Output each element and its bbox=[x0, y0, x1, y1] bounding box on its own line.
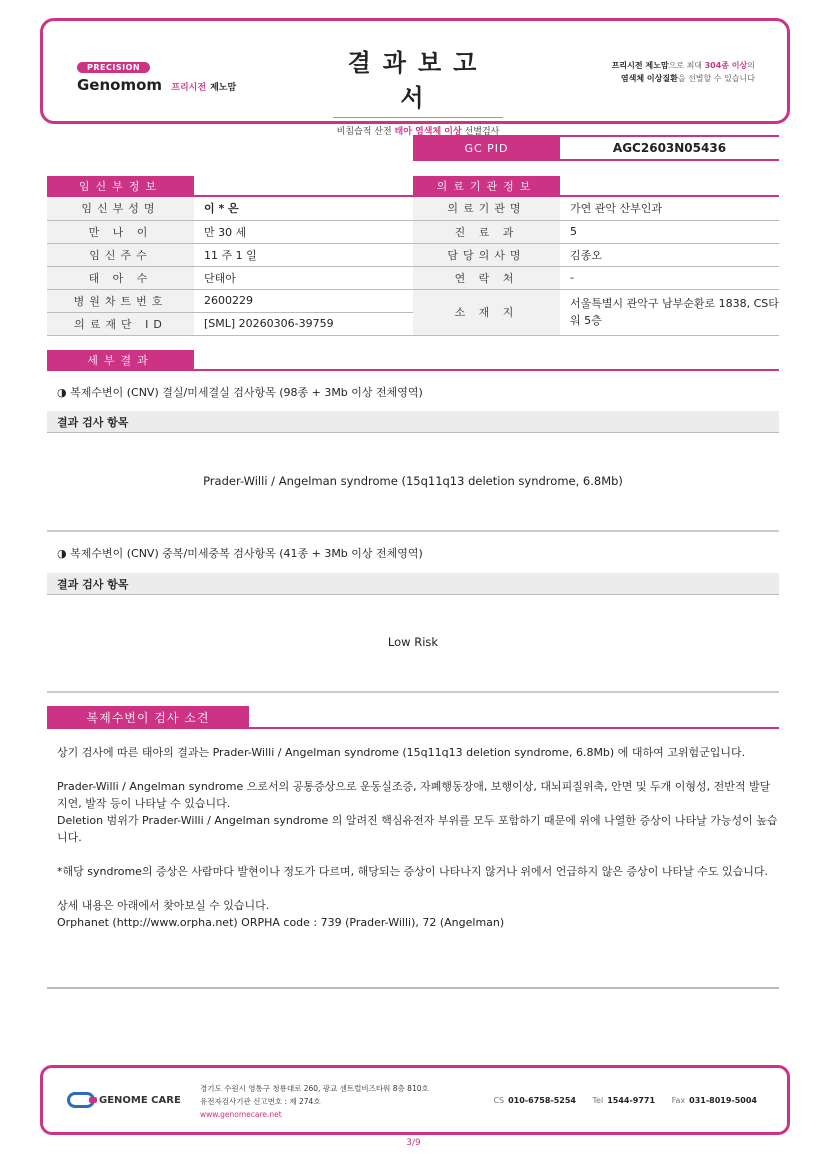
genome-care-mark-icon bbox=[67, 1092, 95, 1108]
doctor-value: 김종오 bbox=[560, 243, 779, 266]
findings-p1: 상기 검사에 따른 태아의 결과는 Prader-Willi / Angelman syndrome (15q11q13 deletion syndrome, 6.8Mb) 에 대하여 고위험군입니다. bbox=[57, 746, 746, 759]
patient-name-label: 임신부성명 bbox=[47, 197, 194, 220]
note-bold-1: 프리시전 제노맘 bbox=[611, 61, 669, 70]
table-row bbox=[47, 266, 413, 289]
table-row bbox=[413, 289, 779, 335]
genomom-logo bbox=[77, 55, 236, 94]
findings-text bbox=[57, 744, 779, 931]
institution-name-label: 의료기관명 bbox=[413, 197, 560, 220]
deletion-result: Prader-Willi / Angelman syndrome (15q11q13 deletion syndrome, 6.8Mb) bbox=[203, 474, 623, 488]
footer-url[interactable]: www.genomecare.net bbox=[200, 1110, 282, 1119]
gestation-label: 임신주수 bbox=[47, 243, 194, 266]
gestation-value: 11 주 1 일 bbox=[194, 243, 413, 266]
page-number: 3/9 bbox=[406, 1138, 421, 1148]
deletion-title: ◑ 복제수변이 (CNV) 결실/미세결실 검사항목 (98종 + 3Mb 이상 전체영역) bbox=[57, 386, 423, 399]
fetus-count-value: 단태아 bbox=[194, 266, 413, 289]
tel-number: 1544-9771 bbox=[607, 1096, 656, 1105]
brand-name: Genomom bbox=[77, 76, 163, 94]
institution-name-value: 가연 관악 산부인과 bbox=[560, 197, 779, 220]
brand-ko-1: 프리시전 bbox=[171, 83, 207, 93]
precision-badge: PRECISION bbox=[77, 62, 150, 73]
genome-care-logo bbox=[67, 1092, 181, 1108]
contact-label: 연 락 처 bbox=[413, 266, 560, 289]
department-label: 진 료 과 bbox=[413, 220, 560, 243]
footer-license: 유전자검사기관 신고번호 : 제 274호 bbox=[200, 1097, 321, 1106]
table-row bbox=[413, 243, 779, 266]
table-row bbox=[47, 312, 413, 335]
subtitle-prefix: 비침습적 산전 bbox=[336, 127, 392, 137]
note-pink-1: 304종 이상 bbox=[704, 61, 748, 70]
patient-table bbox=[47, 197, 413, 336]
findings-section-line bbox=[47, 727, 779, 729]
table-row bbox=[47, 243, 413, 266]
footer-contacts bbox=[479, 1096, 757, 1105]
location-value: 서울특별시 관악구 남부순환로 1838, CS타워 5층 bbox=[560, 289, 779, 335]
findings-p4: *해당 syndrome의 증상은 사람마다 발현이나 정도가 다르며, 해당되는 증상이 나타나지 않거나 위에서 언급하지 않은 증상이 나타날 수도 있습니다. bbox=[57, 865, 769, 878]
footer-address-block bbox=[200, 1082, 429, 1121]
fetus-count-label: 태 아 수 bbox=[47, 266, 194, 289]
page-title: 결과보고서 bbox=[333, 43, 503, 118]
age-value: 만 30 세 bbox=[194, 220, 413, 243]
chart-no-label: 병원차트번호 bbox=[47, 289, 194, 312]
header-note bbox=[565, 59, 755, 85]
patient-name-value: 이 * 은 bbox=[194, 197, 413, 220]
report-footer bbox=[40, 1065, 790, 1135]
brand-ko-2: 제노맘 bbox=[210, 83, 237, 93]
findings-p2: Prader-Willi / Angelman syndrome 으로서의 공통증상으로 운동실조증, 자폐행동장애, 보행이상, 대뇌피질위축, 안면 및 두개 이형성, 전반적 발달지연, 발작 등이 나타날 수 있습니다. bbox=[57, 780, 771, 810]
findings-p5: 상세 내용은 아래에서 찾아보실 수 있습니다. bbox=[57, 899, 270, 912]
divider bbox=[47, 987, 779, 989]
table-row bbox=[47, 197, 413, 220]
table-row bbox=[47, 220, 413, 243]
detail-section-line bbox=[47, 369, 779, 371]
table-row bbox=[413, 197, 779, 220]
gc-pid-label: GC PID bbox=[413, 137, 560, 159]
footer-address: 경기도 수원시 영통구 청룡대로 260, 광교 센트럴비즈타워 8층 810호 bbox=[200, 1084, 429, 1093]
gc-pid-row bbox=[413, 135, 779, 161]
detail-section-tab: 세부결과 bbox=[47, 350, 194, 370]
findings-p3: Deletion 범위가 Prader-Willi / Angelman syndrome 의 알려진 핵심유전자 부위를 모두 포함하기 때문에 위에 나열한 증상이 나타날 가능성이 높습니다. bbox=[57, 814, 778, 844]
note-end-2: 을 선별할 수 있습니다 bbox=[677, 74, 755, 83]
fax-label: Fax bbox=[671, 1096, 686, 1105]
divider bbox=[47, 691, 779, 693]
patient-section-tab: 임신부정보 bbox=[47, 176, 194, 196]
table-row bbox=[413, 220, 779, 243]
institution-table bbox=[413, 197, 779, 336]
divider bbox=[47, 530, 779, 532]
duplication-result-head: 결과 검사 항목 bbox=[47, 573, 779, 595]
tel-label: Tel bbox=[592, 1096, 604, 1105]
report-header bbox=[40, 18, 790, 137]
note-end-1: 의 bbox=[747, 61, 755, 70]
findings-p6: Orphanet (http://www.orpha.net) ORPHA code : 739 (Prader-Willi), 72 (Angelman) bbox=[57, 916, 505, 929]
gc-pid-value: AGC2603N05436 bbox=[612, 141, 727, 155]
institution-section-tab: 의료기관정보 bbox=[413, 176, 560, 196]
cs-label: CS bbox=[493, 1096, 505, 1105]
deletion-result-head: 결과 검사 항목 bbox=[47, 411, 779, 433]
table-row bbox=[413, 266, 779, 289]
age-label: 만 나 이 bbox=[47, 220, 194, 243]
note-mid-1: 으로 최대 bbox=[668, 61, 703, 70]
chart-no-value: 2600229 bbox=[194, 289, 413, 312]
duplication-title: ◑ 복제수변이 (CNV) 중복/미세중복 검사항목 (41종 + 3Mb 이상 전체영역) bbox=[57, 547, 423, 560]
findings-section-tab: 복제수변이 검사 소견 bbox=[47, 706, 249, 728]
contact-value: - bbox=[560, 266, 779, 289]
duplication-result: Low Risk bbox=[387, 635, 439, 649]
doctor-label: 담당의사명 bbox=[413, 243, 560, 266]
cs-number: 010-6758-5254 bbox=[508, 1096, 576, 1105]
fax-number: 031-8019-5004 bbox=[689, 1096, 757, 1105]
location-label: 소 재 지 bbox=[413, 289, 560, 335]
table-row bbox=[47, 289, 413, 312]
foundation-id-label: 의료재단 ID bbox=[47, 312, 194, 335]
subtitle-suffix: 선별검사 bbox=[464, 127, 500, 137]
note-bold-2: 염색체 이상질환 bbox=[620, 74, 678, 83]
subtitle-highlight: 태아 염색체 이상 bbox=[394, 127, 462, 137]
foundation-id-value: [SML] 20260306-39759 bbox=[194, 312, 413, 335]
company-name: GENOME CARE bbox=[99, 1094, 181, 1106]
department-value: 5 bbox=[560, 220, 779, 243]
